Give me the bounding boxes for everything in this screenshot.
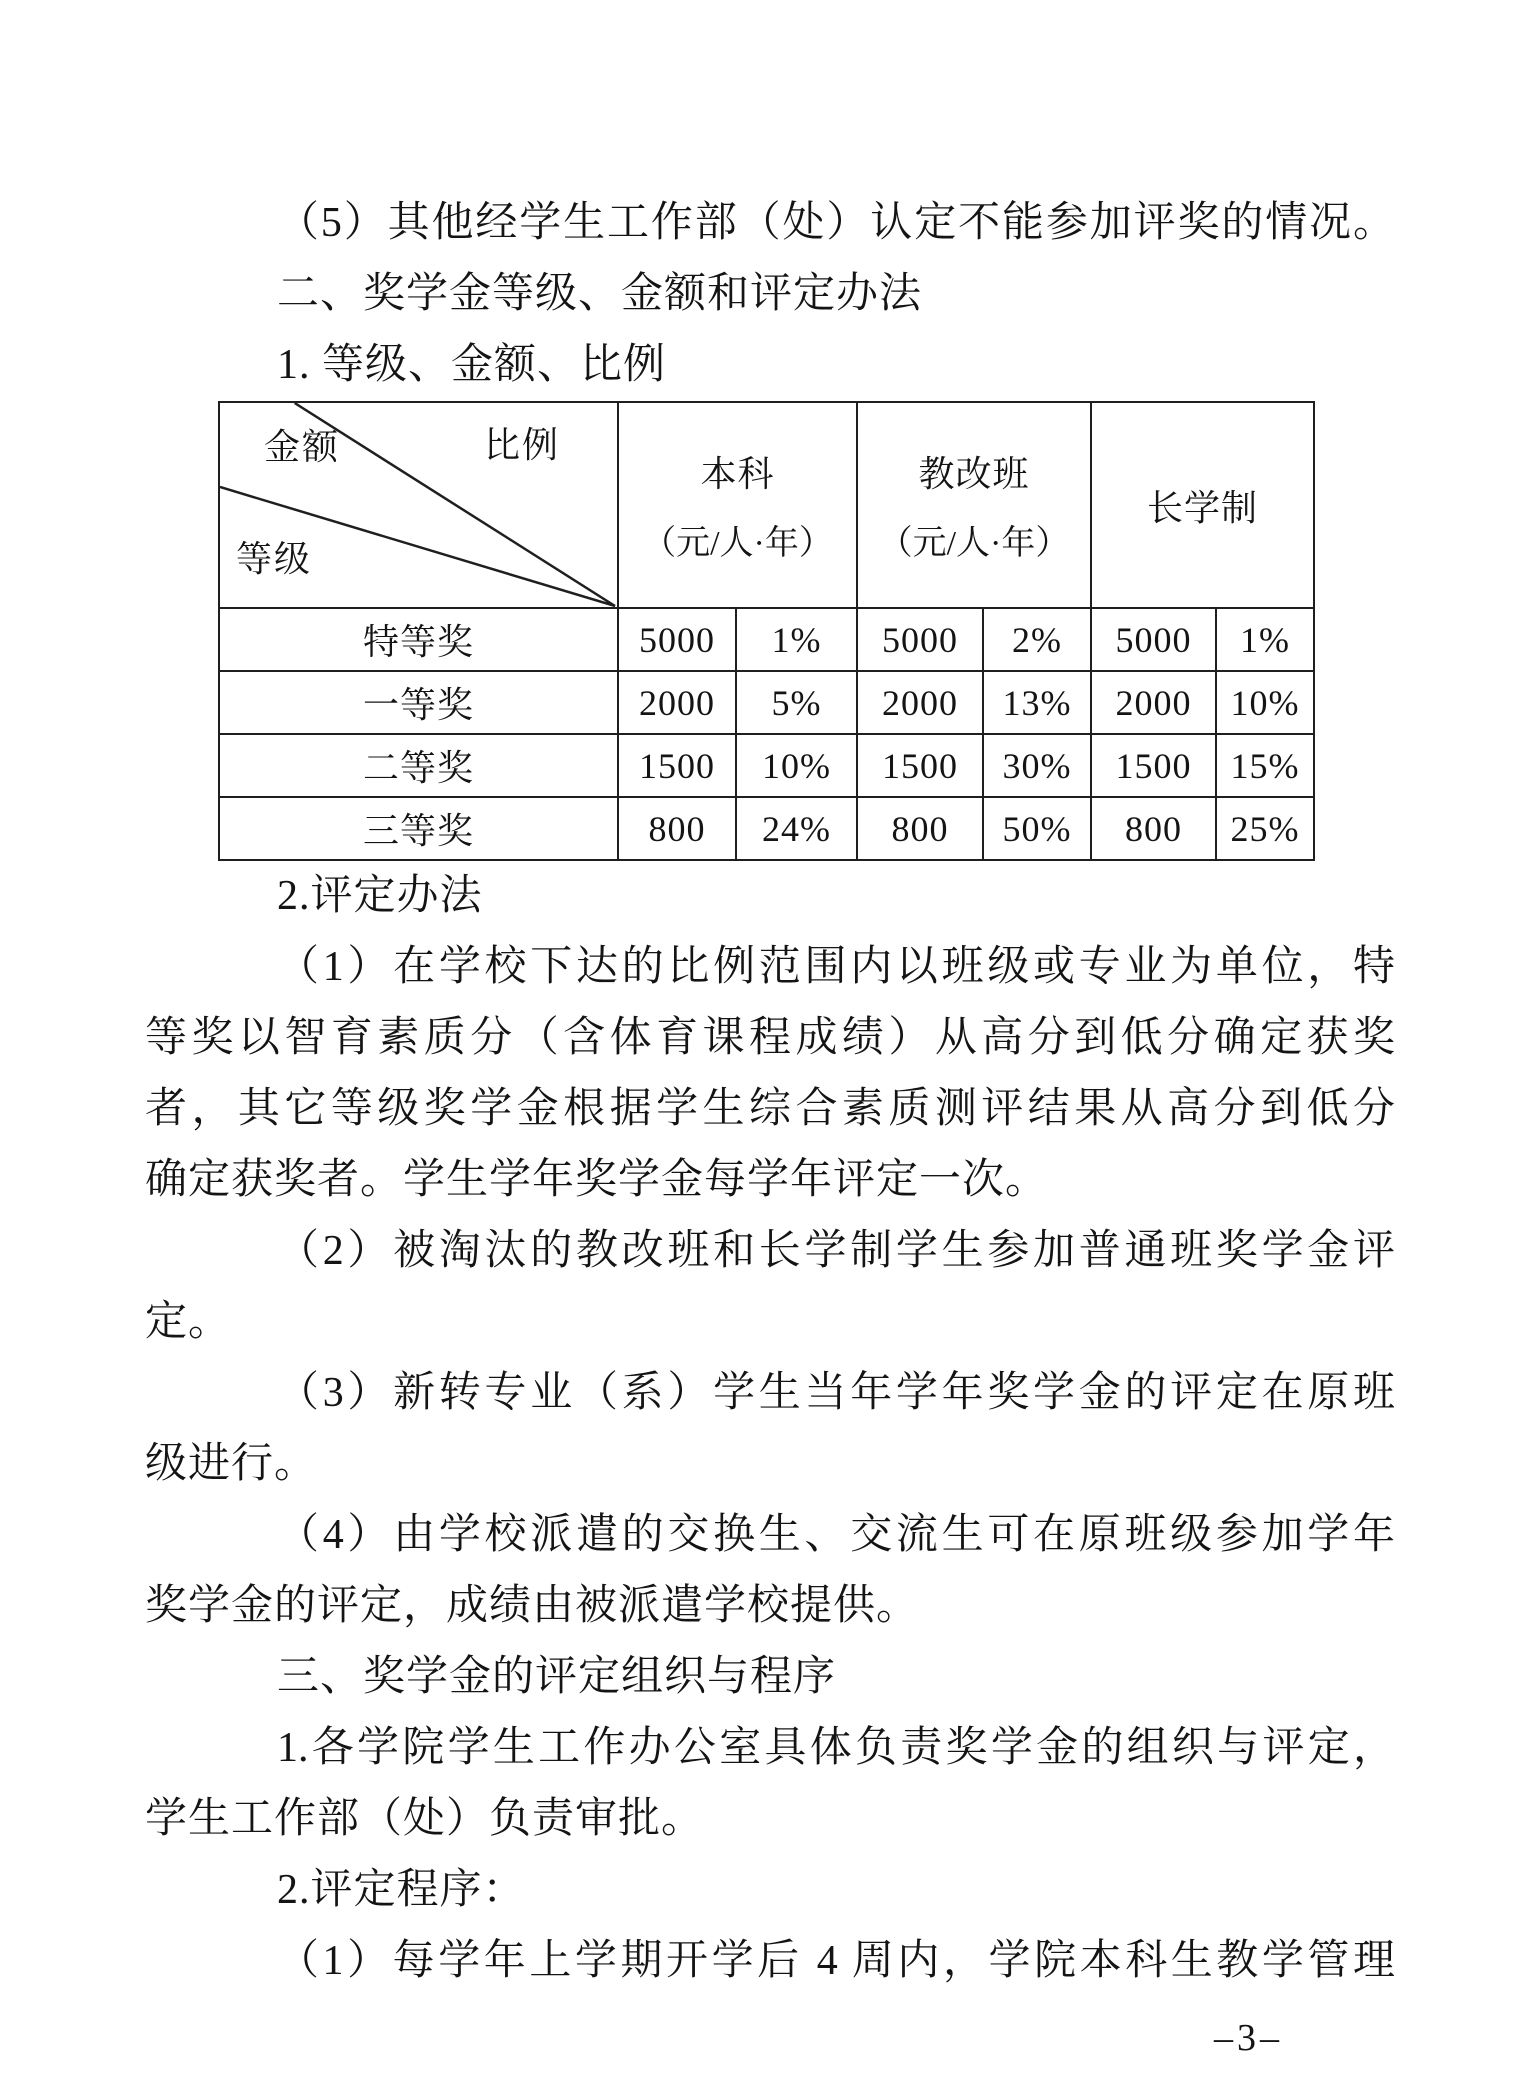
clause-2-line-1: （2）被淘汰的教改班和长学制学生参加普通班奖学金评 (277, 1228, 1395, 1274)
grade-cell: 一等奖 (219, 671, 618, 734)
clause-4-line-2: 奖学金的评定，成绩由被派遣学校提供。 (145, 1583, 920, 1629)
column-header-jiaogaiban (857, 402, 1091, 608)
clause-1-line-1: （1）在学校下达的比例范围内以班级或专业为单位，特 (277, 944, 1395, 990)
amount-cell: 1500 (618, 734, 736, 797)
percent-cell: 50% (983, 797, 1091, 860)
section-2-heading: 二、奖学金等级、金额和评定办法 (277, 271, 923, 317)
grade-cell: 三等奖 (219, 797, 618, 860)
grade-cell: 特等奖 (219, 608, 618, 671)
percent-cell: 25% (1216, 797, 1314, 860)
clause-1-line-2: 等奖以智育素质分（含体育课程成绩）从高分到低分确定获奖 (145, 1015, 1395, 1061)
amount-cell: 800 (618, 797, 736, 860)
item-2-procedure-heading: 2.评定程序： (277, 1867, 526, 1913)
column-title: 长学制 (1147, 487, 1259, 528)
column-title: 本科 (700, 454, 775, 494)
page-number: –3– (1214, 2017, 1283, 2059)
percent-cell: 5% (736, 671, 857, 734)
grade-cell: 二等奖 (219, 734, 618, 797)
table-row (219, 797, 1314, 860)
clause-5-line: （5）其他经学生工作部（处）认定不能参加评奖的情况。 (277, 200, 1395, 246)
table-header-row (219, 402, 1314, 608)
clause-3-line-1: （3）新转专业（系）学生当年学年奖学金的评定在原班 (277, 1370, 1395, 1416)
percent-cell: 10% (736, 734, 857, 797)
clause-1-line-4: 确定获奖者。学生学年奖学金每学年评定一次。 (145, 1157, 1049, 1203)
item-1-heading: 1. 等级、金额、比例 (277, 342, 667, 388)
item-1-line-1: 1.各学院学生工作办公室具体负责奖学金的组织与评定， (277, 1725, 1395, 1771)
page-content (145, 188, 1395, 1997)
amount-cell: 5000 (1091, 608, 1216, 671)
percent-cell: 1% (736, 608, 857, 671)
clause-1-line-3: 者，其它等级奖学金根据学生综合素质测评结果从高分到低分 (145, 1086, 1395, 1132)
percent-cell: 10% (1216, 671, 1314, 734)
item-1-line-2: 学生工作部（处）负责审批。 (145, 1796, 705, 1842)
item-2-heading: 2.评定办法 (277, 873, 483, 919)
percent-cell: 24% (736, 797, 857, 860)
clause-4-line-1: （4）由学校派遣的交换生、交流生可在原班级参加学年 (277, 1512, 1395, 1558)
percent-cell: 15% (1216, 734, 1314, 797)
column-title: 教改班 (918, 454, 1030, 494)
column-header-changxuezhi (1091, 402, 1314, 608)
corner-grade-label: 等级 (236, 539, 313, 579)
amount-cell: 800 (1091, 797, 1216, 860)
amount-cell: 800 (857, 797, 983, 860)
column-unit: （元/人·年） (642, 525, 833, 562)
percent-cell: 2% (983, 608, 1091, 671)
amount-cell: 2000 (857, 671, 983, 734)
table-row (219, 608, 1314, 671)
table-row (219, 671, 1314, 734)
scholarship-table (218, 401, 1315, 861)
column-unit: （元/人·年） (878, 525, 1070, 562)
amount-cell: 5000 (857, 608, 983, 671)
amount-cell: 1500 (1091, 734, 1216, 797)
column-header-benke (618, 402, 857, 608)
amount-cell: 2000 (618, 671, 736, 734)
procedure-clause-1-line: （1）每学年上学期开学后 4 周内，学院本科生教学管理 (277, 1938, 1395, 1984)
amount-cell: 2000 (1091, 671, 1216, 734)
clause-3-line-2: 级进行。 (145, 1441, 318, 1487)
amount-cell: 1500 (857, 734, 983, 797)
amount-cell: 5000 (618, 608, 736, 671)
percent-cell: 1% (1216, 608, 1314, 671)
corner-amount-label: 金额 (264, 427, 341, 467)
table-row (219, 734, 1314, 797)
percent-cell: 30% (983, 734, 1091, 797)
clause-2-line-2: 定。 (145, 1299, 232, 1345)
percent-cell: 13% (983, 671, 1091, 734)
section-3-heading: 三、奖学金的评定组织与程序 (277, 1654, 837, 1700)
corner-ratio-label: 比例 (484, 425, 561, 465)
table-corner-cell (219, 402, 618, 608)
